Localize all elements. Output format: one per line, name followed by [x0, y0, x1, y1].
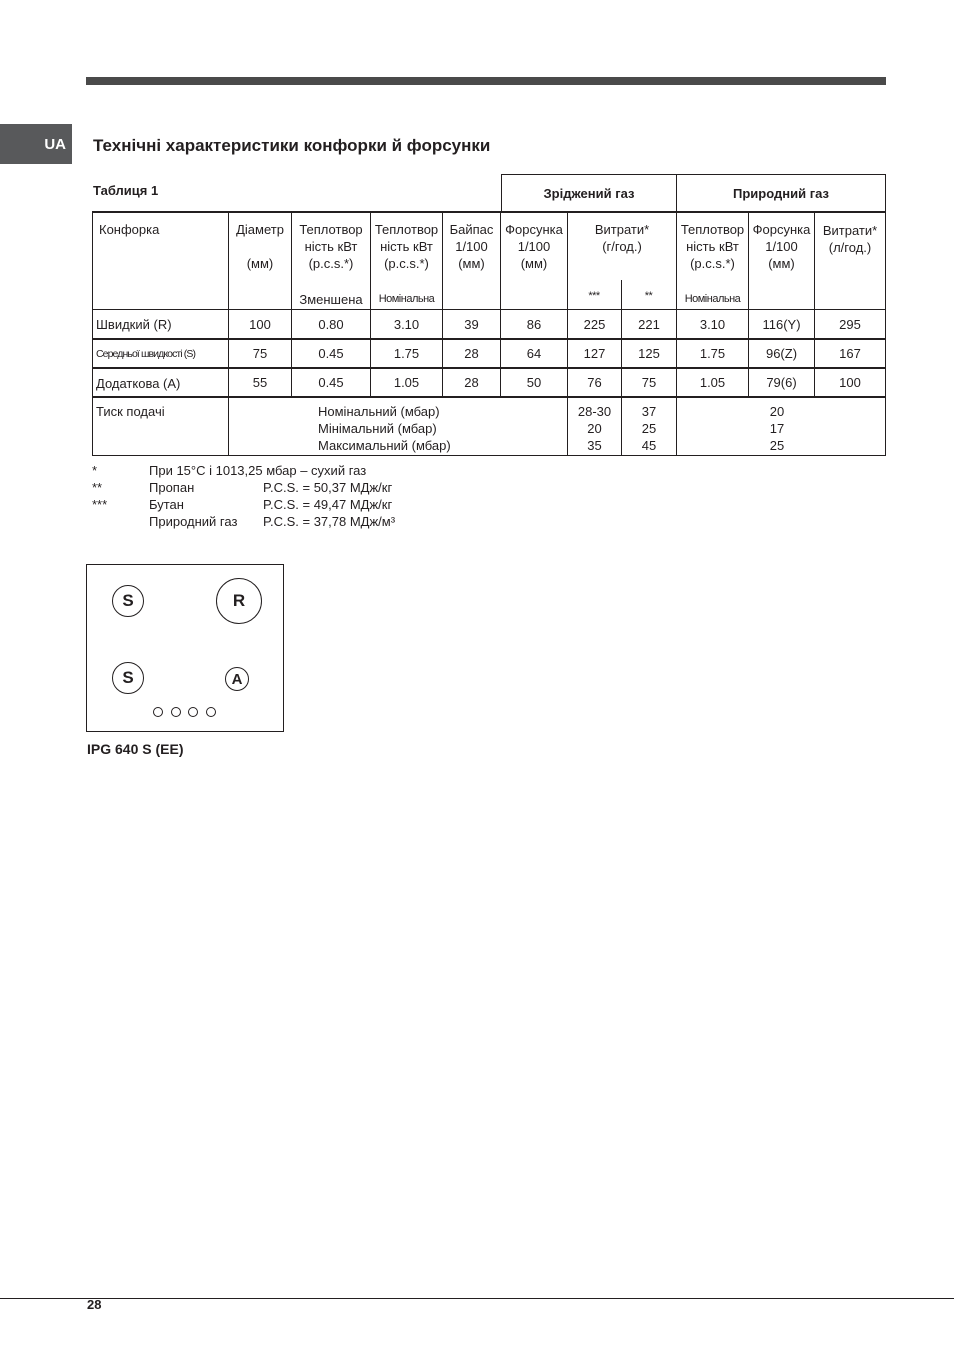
header-bypass: Байпас 1/100 (мм) [442, 211, 501, 310]
pressure-propane: 37 25 45 [621, 396, 677, 456]
group-liquid-gas: Зріджений газ [501, 174, 677, 212]
header-ng-flow: Витрати* (л/год.) [814, 211, 886, 310]
note-mark: * [92, 463, 98, 478]
cell-reduced: 0.45 [291, 338, 371, 368]
cell-flow-butane: 127 [567, 338, 622, 368]
top-rule [86, 77, 886, 85]
pressure-labels: Номінальний (мбар) Мінімальний (мбар) Максимальний (мбар) [228, 396, 568, 456]
header-flow-butane: *** [588, 290, 600, 302]
header-flow-liquid: Витрати* (г/год.) [567, 211, 677, 310]
cell-flow-propane: 125 [621, 338, 677, 368]
cell-nozzle: 64 [500, 338, 568, 368]
row-burner-name: Швидкий (R) [92, 309, 229, 339]
cell-nozzle: 86 [500, 309, 568, 339]
model-label: IPG 640 S (EE) [87, 741, 184, 757]
table-caption: Таблиця 1 [93, 183, 159, 198]
note-mark: ** [92, 480, 103, 495]
burner-top-right: R [216, 578, 262, 624]
note-text: Природний газ [149, 514, 238, 529]
cell-reduced: 0.45 [291, 367, 371, 397]
knob-icon [153, 707, 163, 717]
cell-ng-nozzle: 79(6) [748, 367, 815, 397]
knob-icon [171, 707, 181, 717]
cell-ng-nominal: 1.75 [676, 338, 749, 368]
knob-icon [206, 707, 216, 717]
cell-nominal: 1.75 [370, 338, 443, 368]
burner-bottom-right: A [225, 667, 249, 691]
hob-layout-diagram [86, 564, 284, 732]
cell-ng-flow: 167 [814, 338, 886, 368]
cell-nominal: 3.10 [370, 309, 443, 339]
footer-rule [0, 1298, 954, 1299]
note-value: P.C.S. = 37,78 МДж/м³ [263, 514, 396, 529]
cell-ng-flow: 295 [814, 309, 886, 339]
row-burner-name: Середньої швидкості (S) [92, 338, 229, 368]
header-thermal-nominal: Теплотвор ність кВт (p.c.s.*) Номінальна [370, 211, 443, 310]
header-thermal-reduced: Теплотвор ність кВт (p.c.s.*) Зменшена [291, 211, 371, 310]
cell-bypass: 28 [442, 367, 501, 397]
row-burner-name: Додаткова (A) [92, 367, 229, 397]
header-nozzle: Форсунка 1/100 (мм) [500, 211, 568, 310]
burner-top-left: S [112, 585, 144, 617]
note-text: При 15°C і 1013,25 мбар – сухий газ [149, 463, 367, 478]
language-tab: UA [0, 124, 72, 164]
pressure-butane: 28-30 20 35 [567, 396, 622, 456]
page-number: 28 [87, 1297, 102, 1312]
header-flow-propane: ** [644, 290, 653, 302]
header-ng-thermal: Теплотвор ність кВт (p.c.s.*) Номінальна [676, 211, 749, 310]
pressure-natural: 20 17 25 [676, 396, 886, 456]
note-text: Бутан [149, 497, 184, 512]
cell-flow-propane: 75 [621, 367, 677, 397]
cell-diameter: 55 [228, 367, 292, 397]
header-burner: Конфорка [92, 211, 229, 310]
note-text: Пропан [149, 480, 195, 495]
cell-ng-nozzle: 116(Y) [748, 309, 815, 339]
cell-diameter: 100 [228, 309, 292, 339]
cell-bypass: 39 [442, 309, 501, 339]
cell-reduced: 0.80 [291, 309, 371, 339]
group-natural-gas: Природний газ [676, 174, 886, 212]
note-value: P.C.S. = 49,47 МДж/кг [263, 497, 393, 512]
burner-bottom-left: S [112, 662, 144, 694]
note-mark: *** [92, 497, 108, 512]
cell-flow-butane: 225 [567, 309, 622, 339]
cell-flow-butane: 76 [567, 367, 622, 397]
cell-nozzle: 50 [500, 367, 568, 397]
header-diameter: Діаметр (мм) [228, 211, 292, 310]
cell-ng-nominal: 1.05 [676, 367, 749, 397]
cell-ng-nozzle: 96(Z) [748, 338, 815, 368]
cell-nominal: 1.05 [370, 367, 443, 397]
pressure-label: Тиск подачі [92, 396, 229, 456]
header-ng-nozzle: Форсунка 1/100 (мм) [748, 211, 815, 310]
cell-bypass: 28 [442, 338, 501, 368]
cell-ng-nominal: 3.10 [676, 309, 749, 339]
cell-diameter: 75 [228, 338, 292, 368]
page-title: Технічні характеристики конфорки й форсунки [93, 136, 491, 155]
note-value: P.C.S. = 50,37 МДж/кг [263, 480, 393, 495]
cell-flow-propane: 221 [621, 309, 677, 339]
knob-icon [188, 707, 198, 717]
cell-ng-flow: 100 [814, 367, 886, 397]
